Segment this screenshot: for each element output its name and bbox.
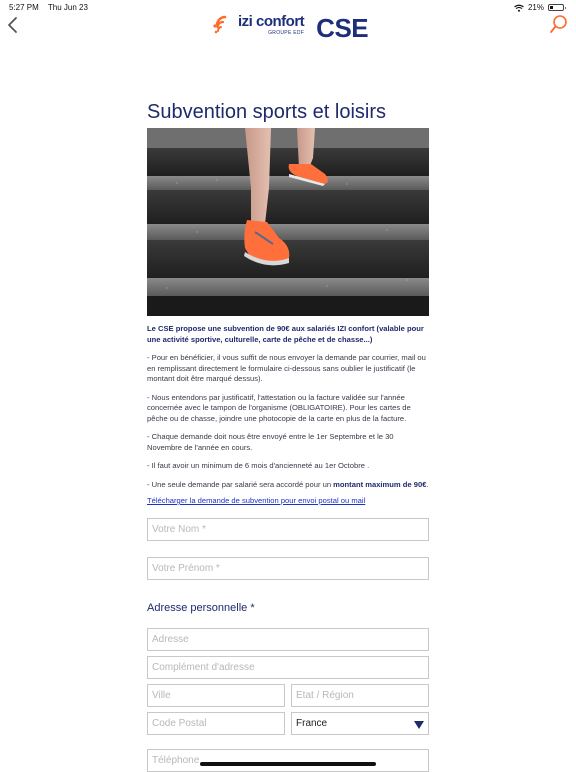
status-date: Thu Jun 23: [47, 3, 88, 12]
brand-logo[interactable]: [212, 12, 368, 44]
battery-icon: [548, 4, 564, 11]
paragraph-5-end: .: [426, 479, 429, 489]
region-input[interactable]: [291, 684, 429, 707]
country-selected-value: France: [296, 717, 328, 729]
download-form-link[interactable]: Télécharger la demande de subvention pour envoi postal ou mail: [147, 496, 366, 505]
hero-image-running-stairs: [147, 128, 429, 316]
home-indicator[interactable]: [200, 762, 376, 766]
city-input[interactable]: [147, 684, 285, 707]
izi-logo-icon: [212, 14, 236, 38]
search-icon[interactable]: [548, 13, 570, 37]
brand-name: izi confort: [238, 13, 305, 30]
postal-country-row: [147, 712, 429, 735]
country-select[interactable]: [291, 712, 429, 735]
paragraph-5-amount: montant maximum de 90€: [333, 479, 427, 489]
address-input[interactable]: [147, 628, 429, 651]
nav-header: [0, 12, 576, 44]
paragraph-3: - Chaque demande doit nous être envoyé entre le 1er Septembre et le 30 Novembre de l'année en cours.: [147, 432, 394, 452]
brand-subtitle: GROUPE EDF: [268, 30, 305, 36]
page-title: Subvention sports et loisirs: [147, 101, 387, 123]
paragraph-5: [147, 480, 429, 491]
phone-input[interactable]: [147, 749, 429, 772]
last-name-input[interactable]: [147, 518, 429, 541]
dropdown-caret-icon: [414, 721, 424, 729]
address-complement-input[interactable]: [147, 656, 429, 679]
battery-percent: 21%: [527, 3, 544, 12]
paragraph-1: - Pour en bénéficier, il vous suffit de nous envoyer la demande par courrier, mail ou en remplissant directement le formulaire ci-dessous sans oublier le justificatif (le montant doit être marqué dessus).: [147, 353, 426, 383]
first-name-input[interactable]: [147, 557, 429, 580]
paragraph-5-start: - Une seule demande par salarié sera accordé pour un: [147, 479, 334, 489]
city-region-row: [147, 684, 429, 707]
address-section-title: Adresse personnelle *: [147, 601, 255, 614]
main-content: [147, 98, 429, 772]
status-time: 5:27 PM: [9, 3, 39, 12]
intro-text: Le CSE propose une subvention de 90€ aux salariés IZI confort (valable pour une activité sportive, culturelle, carte de pêche et de chasse...): [147, 324, 424, 344]
wifi-icon: [514, 4, 524, 12]
postal-code-input[interactable]: [147, 712, 285, 735]
cse-logo-text: CSE: [316, 13, 369, 43]
paragraph-2: - Nous entendons par justificatif, l'attestation ou la facture validée sur l'année concernée avec le tampon de l'organisme (OBLIGATOIRE). Pour les cartes de pêche ou de chasse, joindre une photocopie de la carte en plus de la facture.: [147, 392, 411, 423]
back-chevron-icon[interactable]: [4, 13, 22, 37]
paragraph-4: - Il faut avoir un minimum de 6 mois d'ancienneté au 1er Octobre .: [147, 461, 370, 470]
